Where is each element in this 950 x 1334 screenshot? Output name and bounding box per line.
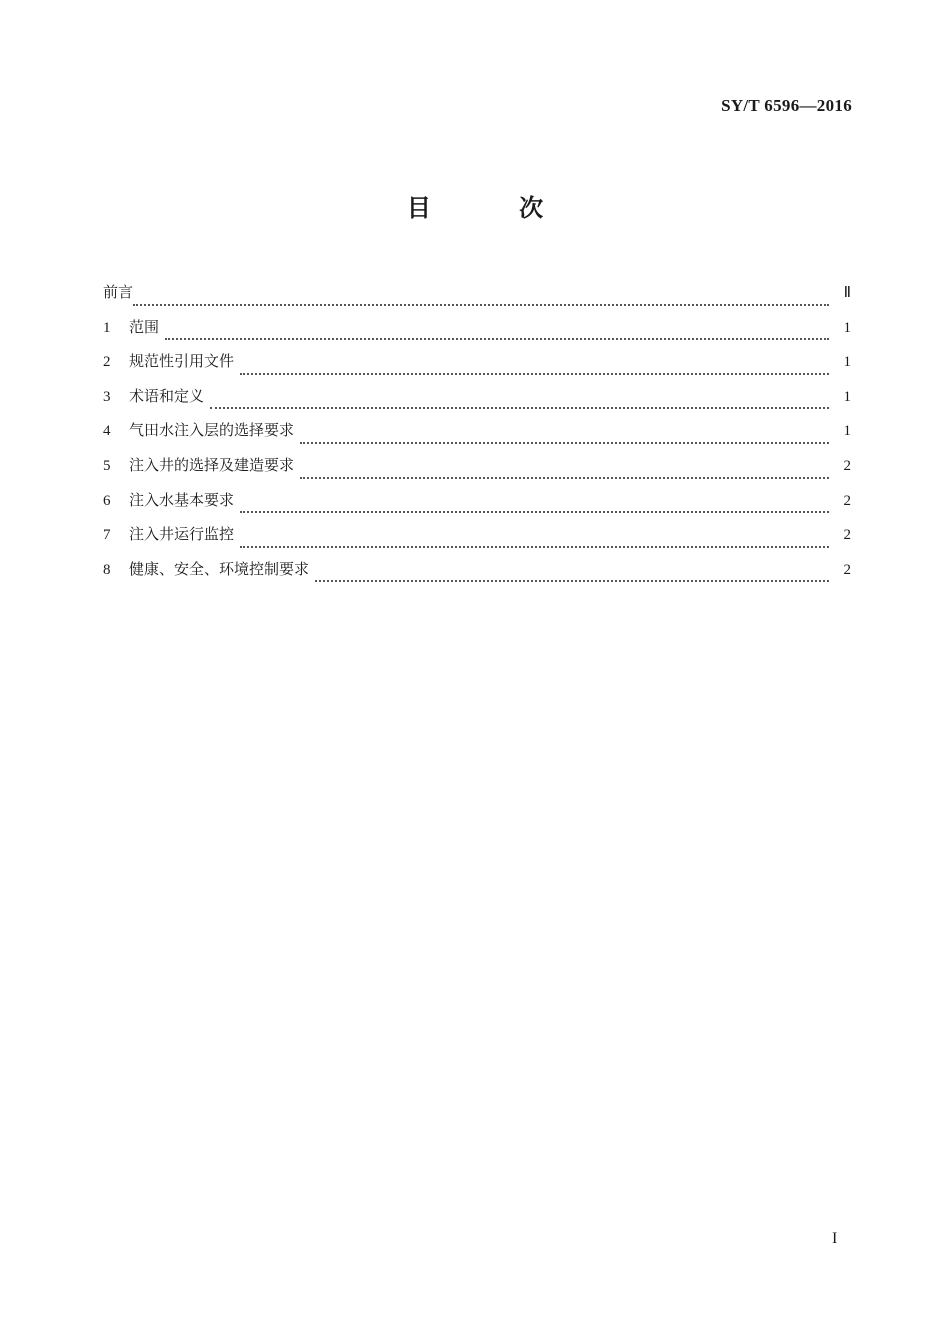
dot-leader — [300, 477, 829, 479]
dot-leader — [315, 580, 829, 582]
toc-entry-page: 1 — [843, 388, 851, 405]
toc-entry-7[interactable] — [103, 522, 851, 557]
toc-entry-6[interactable] — [103, 488, 851, 523]
dot-leader — [210, 407, 829, 409]
toc-entry-title: 气田水注入层的选择要求 — [129, 421, 295, 440]
toc-entry-4[interactable] — [103, 418, 851, 453]
toc-entry-number: 7 — [103, 527, 111, 544]
toc-entry-page: 2 — [843, 561, 851, 578]
toc-entry-page: 1 — [843, 319, 851, 336]
toc-entry-page: 2 — [843, 492, 851, 509]
dot-leader — [300, 442, 829, 444]
toc-entry-number: 6 — [103, 492, 111, 509]
toc-entry-2[interactable] — [103, 349, 851, 384]
dot-leader — [240, 546, 829, 548]
dot-leader — [165, 338, 829, 340]
toc-entry-number: 1 — [103, 319, 111, 336]
toc-entry-5[interactable] — [103, 453, 851, 488]
toc-entry-number: 4 — [103, 423, 111, 440]
page-title: 目 次 — [406, 194, 584, 222]
dot-leader — [240, 373, 829, 375]
toc-entry-3[interactable] — [103, 384, 851, 419]
toc-entry-page: 2 — [843, 457, 851, 474]
toc-entry-8[interactable] — [103, 557, 851, 592]
toc-entry-title: 注入井运行监控 — [129, 525, 235, 544]
toc-entry-title: 规范性引用文件 — [129, 352, 235, 371]
toc-entry-number: 5 — [103, 457, 111, 474]
toc-entry-title: 注入水基本要求 — [129, 490, 235, 509]
toc-entry-number: 3 — [103, 388, 111, 405]
dot-leader — [240, 511, 829, 513]
toc-entry-page: 1 — [843, 354, 851, 371]
toc-entry-number: 8 — [103, 561, 111, 578]
page-number: I — [832, 1230, 838, 1247]
toc-entry-page: 2 — [843, 527, 851, 544]
toc-entry-foreword[interactable] — [103, 280, 851, 315]
toc-entry-page: 1 — [843, 423, 851, 440]
table-of-contents — [103, 280, 851, 591]
toc-entry-title: 前言 — [103, 283, 134, 301]
standard-code: SY/T 6596—2016 — [721, 96, 852, 115]
dot-leader — [133, 304, 829, 306]
toc-entry-title: 术语和定义 — [129, 386, 205, 405]
toc-entry-title: 范围 — [129, 317, 160, 336]
toc-entry-title: 健康、安全、环境控制要求 — [129, 559, 310, 578]
toc-entry-title: 注入井的选择及建造要求 — [129, 455, 295, 474]
toc-entry-page: Ⅱ — [843, 285, 851, 301]
toc-entry-1[interactable] — [103, 315, 851, 350]
toc-entry-number: 2 — [103, 354, 111, 371]
